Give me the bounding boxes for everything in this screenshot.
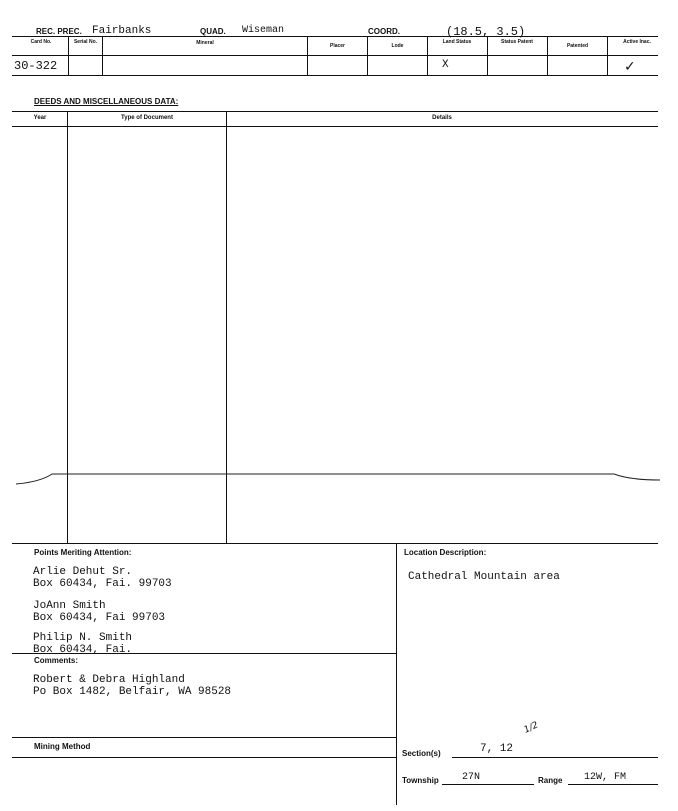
col-year: Year	[33, 115, 47, 121]
lower-center-divider	[396, 543, 397, 805]
location-value: Cathedral Mountain area	[408, 571, 560, 583]
coord-value: (18.5, 3.5)	[446, 25, 526, 39]
col-details: Details	[432, 115, 452, 121]
points-entry-name: Philip N. Smith	[33, 632, 133, 644]
comments-label: Comments:	[34, 656, 79, 665]
col-type-of-document: Type of Document	[121, 115, 173, 121]
land-status-value: X	[442, 59, 449, 71]
mining-method-underline	[12, 757, 396, 758]
col-divider	[427, 36, 428, 75]
mining-method-rule	[12, 737, 396, 738]
col-serial-no: Serial No.	[73, 39, 98, 45]
comments-line: Po Box 1482, Belfair, WA 98528	[33, 686, 232, 698]
section-line	[452, 757, 658, 758]
points-label: Points Meriting Attention:	[34, 548, 132, 557]
rec-prec-value: Fairbanks	[92, 25, 152, 37]
rec-prec-label: REC. PREC.	[36, 27, 82, 36]
col-active-inactive: Active Inac.	[623, 39, 651, 45]
card-no-value: 30-322	[14, 59, 58, 73]
points-entry	[33, 600, 165, 624]
range-value: 12W, FM	[584, 772, 627, 783]
township-label: Township	[402, 776, 439, 785]
comments-rule	[12, 653, 396, 654]
deeds-section-title: DEEDS AND MISCELLANEOUS DATA:	[34, 97, 179, 106]
coord-label: COORD.	[368, 27, 400, 36]
deeds-header-rule	[12, 126, 658, 127]
points-entry-address: Box 60434, Fai. 99703	[33, 578, 172, 590]
points-entry-name: JoAnn Smith	[33, 600, 106, 612]
page-fold-line	[0, 466, 678, 496]
active-check-mark: ✓	[624, 59, 636, 75]
col-patented: Patented	[566, 43, 589, 49]
deeds-bottom-rule	[12, 543, 658, 544]
points-entry-name: Arlie Dehut Sr.	[33, 566, 133, 578]
comments-line: Robert & Debra Highland	[33, 674, 185, 686]
section-label: Section(s)	[402, 749, 441, 758]
col-mineral: Mineral	[196, 40, 214, 46]
township-value: 27N	[462, 772, 481, 783]
points-entry	[33, 566, 172, 590]
col-divider	[487, 36, 488, 75]
header-rule	[12, 36, 658, 37]
col-divider	[307, 36, 308, 75]
col-lode: Lode	[391, 43, 404, 49]
col-card-no: Card No.	[30, 39, 52, 45]
section-value: 7, 12	[480, 743, 514, 755]
col-divider	[547, 36, 548, 75]
comments-text	[33, 674, 231, 698]
col-divider	[367, 36, 368, 75]
township-line	[442, 784, 534, 785]
deeds-top-rule	[12, 111, 658, 112]
col-divider	[607, 36, 608, 75]
quad-label: QUAD.	[200, 27, 226, 36]
quad-value: Wiseman	[242, 25, 285, 36]
col-placer: Placer	[329, 43, 345, 49]
column-header-rule	[12, 55, 658, 56]
location-label: Location Description:	[404, 548, 487, 557]
points-entry-address: Box 60434, Fai.	[33, 644, 133, 656]
mining-method-label: Mining Method	[34, 742, 91, 751]
row-bottom-rule	[12, 75, 658, 76]
range-line	[568, 784, 658, 785]
col-status-patent: Status Patent	[501, 39, 533, 45]
range-label: Range	[538, 776, 563, 785]
col-land-status: Land Status	[442, 39, 472, 45]
points-entry-address: Box 60434, Fai 99703	[33, 612, 166, 624]
handwritten-note: 1/2	[522, 720, 540, 736]
